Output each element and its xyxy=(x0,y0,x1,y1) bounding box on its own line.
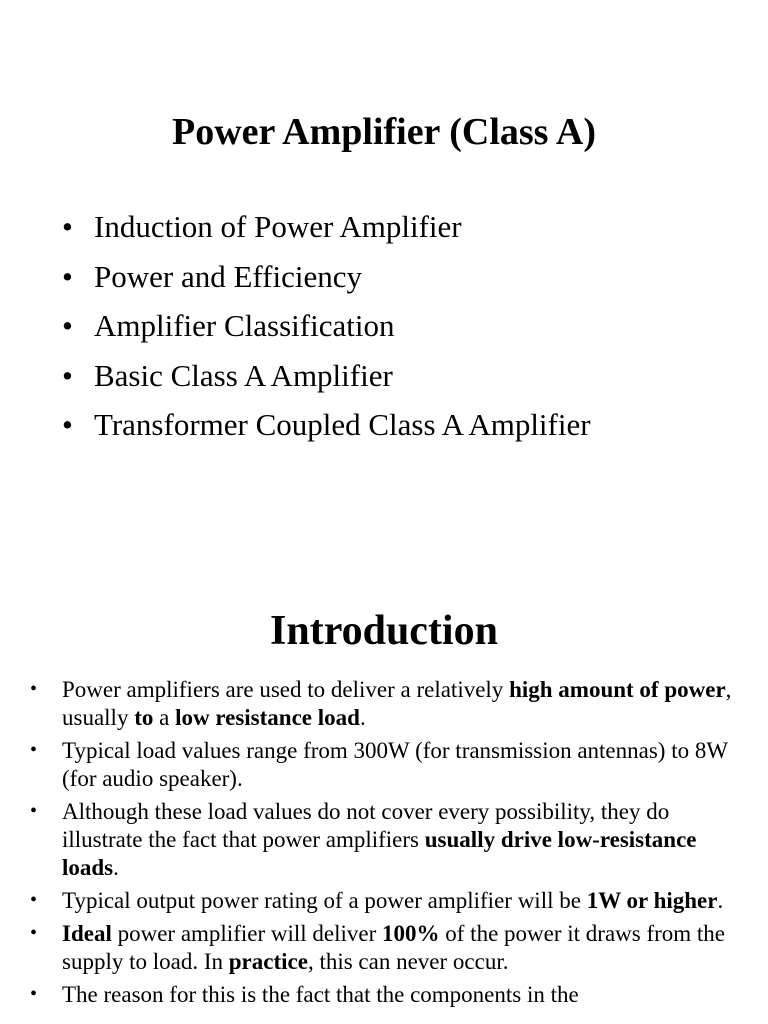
list-item xyxy=(60,351,591,401)
intro-bullet-list xyxy=(30,676,742,1015)
bold-text-run: 1W or higher xyxy=(586,888,718,914)
list-item-text: Induction of Power Amplifier xyxy=(94,209,462,244)
text-run: . xyxy=(359,704,366,730)
bullet-glyph: • xyxy=(62,209,73,244)
bold-text-run: practice xyxy=(228,949,308,975)
bullet-glyph: • xyxy=(30,678,38,700)
list-item xyxy=(30,920,742,976)
text-run: , this can never occur. xyxy=(307,949,509,975)
text-run: of the power it draws from the supply to load. In xyxy=(62,921,726,975)
bullet-glyph: • xyxy=(62,407,73,442)
outline-list xyxy=(60,202,591,450)
text-run: . xyxy=(717,888,724,914)
list-item xyxy=(30,676,742,732)
list-item-text: Amplifier Classification xyxy=(94,308,395,343)
text-run: Typical load values range from 300W (for transmission antennas) to 8W (for audio speaker). xyxy=(62,738,728,791)
section-title: Introduction xyxy=(270,608,498,654)
list-item xyxy=(30,981,742,1009)
bold-text-run: low resistance load xyxy=(175,704,360,730)
bold-text-run: to xyxy=(134,704,154,730)
text-run: Although these load values do not cover every possibility, they do illustrate the fact that power amplifiers xyxy=(62,799,670,852)
list-item xyxy=(60,252,591,302)
text-run: The reason for this is the fact that the components in the xyxy=(62,982,579,1008)
text-run: a xyxy=(153,704,176,730)
text-run: power amplifier will deliver xyxy=(111,921,383,947)
text-run: . xyxy=(113,854,119,880)
list-item xyxy=(30,737,742,793)
text-run: Power amplifiers are used to deliver a relatively xyxy=(62,677,510,702)
list-item-text: Transformer Coupled Class A Amplifier xyxy=(94,407,591,442)
bold-text-run: 100% xyxy=(382,921,440,947)
text-run: Typical output power rating of a power amplifier will be xyxy=(62,888,587,914)
bullet-glyph: • xyxy=(30,800,38,823)
bullet-glyph: • xyxy=(62,357,73,393)
bullet-glyph: • xyxy=(30,889,38,912)
list-item-text: Power and Efficiency xyxy=(94,258,362,294)
slide-title: Power Amplifier (Class A) xyxy=(172,111,596,153)
list-item xyxy=(60,301,591,351)
list-item-text: Basic Class A Amplifier xyxy=(94,357,393,393)
bold-text-run: high amount of power xyxy=(509,677,726,702)
bold-text-run: usually drive low-resistance loads xyxy=(62,826,697,880)
bullet-glyph: • xyxy=(62,258,73,294)
bullet-glyph: • xyxy=(62,308,73,343)
list-item xyxy=(30,887,742,915)
bold-text-run: Ideal xyxy=(62,921,112,947)
bullet-glyph: • xyxy=(30,739,38,762)
bullet-glyph: • xyxy=(30,983,38,1006)
list-item xyxy=(60,202,591,252)
list-item xyxy=(30,798,742,881)
list-item xyxy=(60,400,591,450)
text-run: , usually xyxy=(62,677,732,730)
bullet-glyph: • xyxy=(30,922,38,945)
